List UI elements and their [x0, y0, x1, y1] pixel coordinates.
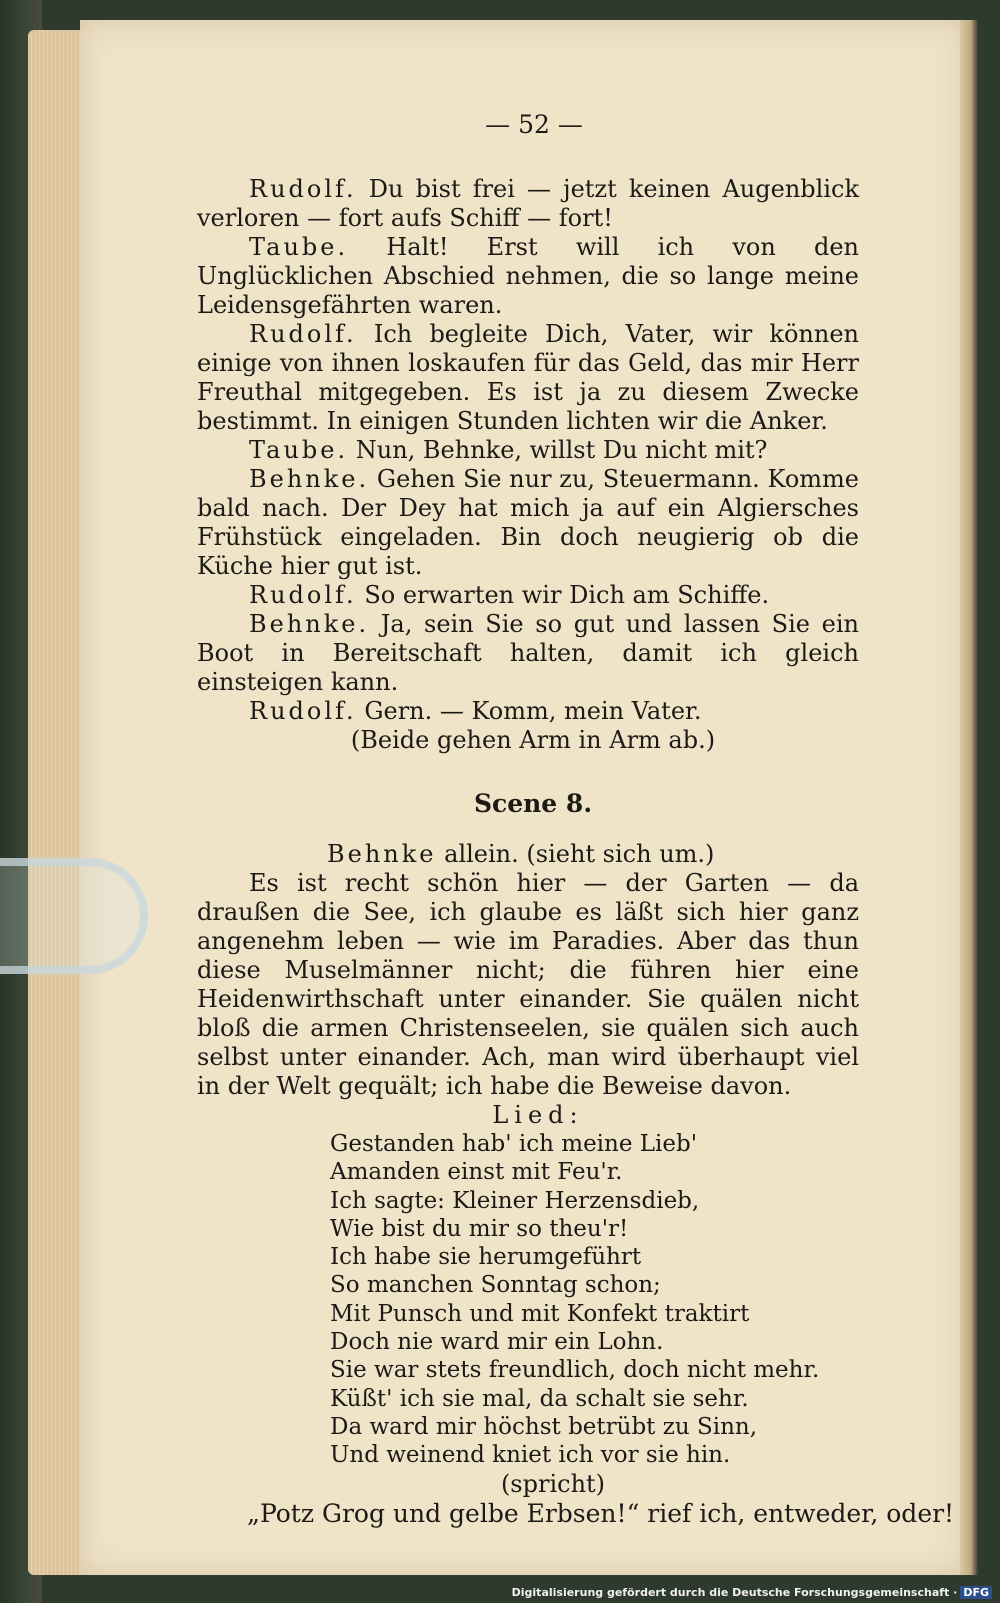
dialogue-paragraph: [197, 175, 859, 233]
stage-direction: (spricht): [500, 1469, 606, 1498]
song-line: Doch nie ward mir ein Lohn.: [330, 1329, 664, 1356]
song-line: Gestanden hab' ich meine Lieb': [330, 1131, 698, 1157]
dialogue-paragraph: [197, 233, 859, 320]
dialogue-text: Ja, sein Sie so gut und lassen Sie ein Boot in Bereitschaft halten, damit ich gleich einsteigen kann.: [197, 610, 859, 696]
digitization-credit: [512, 1586, 992, 1599]
song-line: Ich habe sie herumgeführt: [330, 1244, 642, 1271]
speaker-name: Taube.: [249, 436, 349, 464]
speaker-name: Rudolf.: [249, 320, 357, 348]
dialogue-paragraph: [197, 465, 859, 581]
solo-heading: [327, 840, 859, 869]
song-line: Sie war stets freundlich, doch nicht mehr.: [330, 1357, 820, 1384]
spoken-line: „Potz Grog und gelbe Erbsen!“ rief ich, entweder, oder!: [247, 1498, 955, 1528]
song-line: Küßt' ich sie mal, da schalt sie sehr.: [330, 1385, 749, 1412]
monologue-paragraph: Es ist recht schön hier — der Garten — da draußen die See, ich glaube es läßt sich hier ganz angenehm leben — wie im Paradies. Aber das thun diese Muselmänner nicht; die führen hier eine Heidenwirthschaft unter einander. Sie quälen nicht bloß die armen Christenseelen, sie quälen sich auch selbst unter einander. Ach, man wird überhaupt viel in der Welt gequält; ich habe die Beweise davon.: [197, 869, 859, 1100]
dialogue-text: So erwarten wir Dich am Schiffe.: [364, 581, 770, 609]
scene-heading: Scene 8.: [473, 789, 593, 818]
speaker-name: Rudolf.: [249, 697, 357, 725]
speaker-name: Rudolf.: [249, 581, 357, 609]
song-line: So manchen Sonntag schon;: [330, 1272, 661, 1299]
page-number: — 52 —: [485, 110, 583, 139]
dialogue-text: Halt! Erst will ich von den Unglücklichen Abschied nehmen, die so lange meine Leidensgefährten waren.: [197, 233, 859, 319]
speaker-name: Behnke.: [249, 465, 370, 493]
dialogue-text: Gehen Sie nur zu, Steuermann. Komme bald nach. Der Dey hat mich ja auf ein Algiersches Frühstück eingeladen. Bin doch neugierig ob die Küche hier gut ist.: [197, 465, 859, 580]
speaker-name: Behnke: [327, 840, 437, 868]
song-line: Und weinend kniet ich vor sie hin.: [330, 1442, 731, 1469]
dialogue-paragraph: [197, 697, 859, 726]
dialogue-paragraph: [197, 581, 859, 610]
song-verse: [330, 1130, 859, 1470]
credit-text: Digitalisierung gefördert durch die Deutsche Forschungsgemeinschaft ·: [511, 1586, 958, 1599]
dialogue-paragraph: [197, 320, 859, 436]
stage-direction-inline: allein. (sieht sich um.): [444, 840, 715, 868]
speaker-name: Rudolf.: [249, 175, 357, 203]
song-line: Amanden einst mit Feu'r.: [330, 1159, 623, 1186]
page-clip-holder: [0, 858, 148, 974]
speaker-name: Taube.: [249, 233, 349, 261]
song-line: Wie bist du mir so theu'r!: [330, 1215, 629, 1242]
dialogue-text: Nun, Behnke, willst Du nicht mit?: [355, 436, 768, 464]
speaker-name: Behnke.: [249, 610, 370, 638]
dialogue-text: Du bist frei — jetzt keinen Augenblick verloren — fort aufs Schiff — fort!: [197, 175, 859, 232]
dialogue-paragraph: [197, 610, 859, 697]
song-line: Da ward mir höchst betrübt zu Sinn,: [330, 1413, 758, 1440]
song-line: Ich sagte: Kleiner Herzensdieb,: [330, 1187, 700, 1214]
dialogue-text: Ich begleite Dich, Vater, wir können einige von ihnen loskaufen für das Geld, das mir Herr Freuthal mitgegeben. Es ist ja zu diesem Zwecke bestimmt. In einigen Stunden lichten wir die Anker.: [197, 320, 859, 435]
song-line: Mit Punsch und mit Konfekt traktirt: [330, 1300, 750, 1327]
stage-direction: (Beide gehen Arm in Arm ab.): [350, 726, 716, 754]
page-text: [197, 110, 955, 1528]
book-gutter-right: [960, 20, 978, 1575]
dialogue-text: Gern. — Komm, mein Vater.: [364, 697, 702, 725]
dialogue-paragraph: [197, 436, 859, 465]
song-title: Lied:: [492, 1101, 584, 1129]
dfg-logo: DFG: [960, 1586, 992, 1599]
